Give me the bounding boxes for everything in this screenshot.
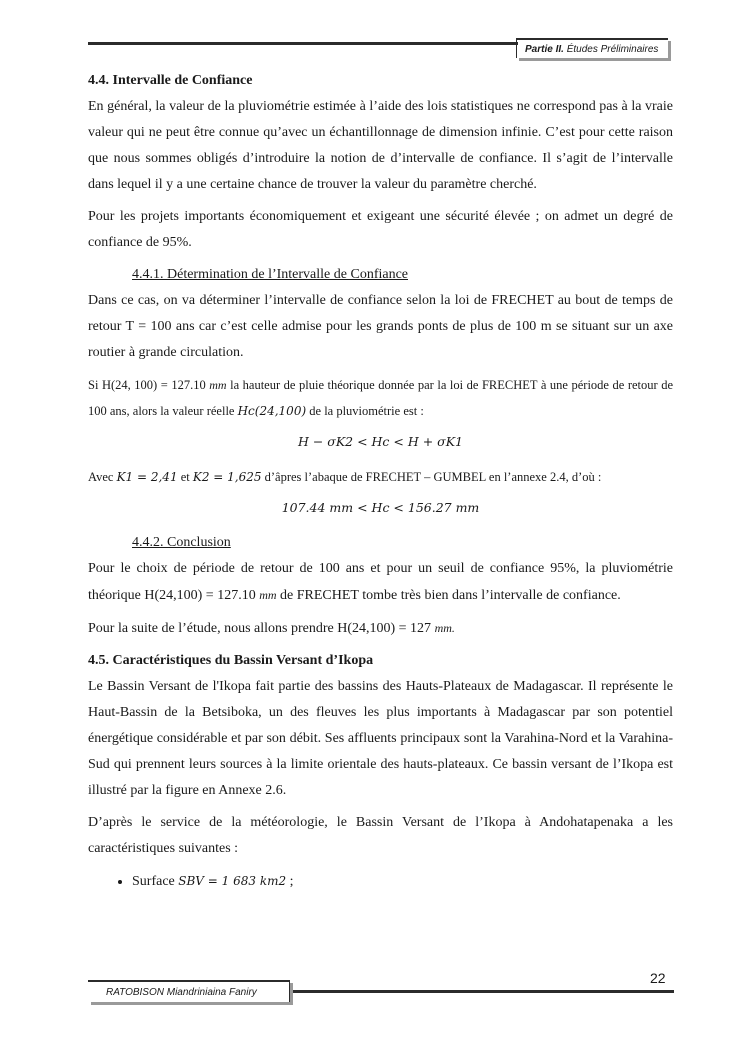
- k1-math: K1 = 2,41: [116, 470, 178, 484]
- section-4-5-paragraph-1: Le Bassin Versant de l'Ikopa fait partie des bassins des Hauts-Plateaux de Madagascar. Il représente le Haut-Bassin de la Betsiboka, un des fleuves les plus importants à Madagascar par son potentiel énergétique considérable et par son débit. Ses affluents principaux sont la Varahina-Nord et la Varahina-Sud qui prennent leurs sources à la limite orientale des hauts-plateaux. Ce bassin versant de l’Ikopa est illustré par la figure en Annexe 2.6.: [88, 679, 673, 798]
- surface-math: SBV = 1 683 km2: [178, 874, 287, 888]
- hc-math: Hc(24,100): [237, 404, 307, 418]
- equation-interval: H − σK2 < Hc < H + σK1: [297, 434, 464, 449]
- page-number: 22: [650, 970, 666, 986]
- subsection-4-4-1-paragraph-3: Avec K1 = 2,41 et K2 = 1,625 d’âpres l’abaque de FRECHET – GUMBEL en l’annexe 2.4, d’où :: [88, 470, 602, 484]
- header-rule: [88, 42, 518, 45]
- footer-rule: [290, 990, 674, 993]
- subsection-4-4-2-paragraph-2: Pour la suite de l’étude, nous allons prendre H(24,100) = 127 mm.: [88, 621, 455, 636]
- section-4-4-paragraph-2: Pour les projets importants économiquement et exigeant une sécurité élevée ; on admet un degré de confiance de 95%.: [88, 209, 673, 250]
- section-4-5-paragraph-2: D’après le service de la météorologie, le Bassin Versant de l’Ikopa à Andohatapenaka a les caractéristiques suivantes :: [88, 815, 673, 856]
- characteristics-list: [88, 868, 673, 895]
- footer-author: RATOBISON Miandriniaina Faniry: [88, 980, 290, 1002]
- k2-math: K2 = 1,625: [192, 470, 262, 484]
- section-4-5-title: 4.5. Caractéristiques du Bassin Versant d’Ikopa: [88, 653, 374, 668]
- subsection-4-4-2-paragraph-1: Pour le choix de période de retour de 100 ans et pour un seuil de confiance 95%, la pluviométrie théorique H(24,100) = 127.10 mm de FRECHET tombe très bien dans l’intervalle de confiance.: [88, 561, 673, 603]
- header-part-label: Partie II.: [525, 44, 564, 55]
- running-header: [516, 38, 668, 58]
- list-item: • Surface SBV = 1 683 km2 ;: [132, 868, 673, 895]
- section-4-4-paragraph-1: En général, la valeur de la pluviométrie estimée à l’aide des lois statistiques ne correspond pas à la vraie valeur qui ne peut être connue qu’avec un échantillonnage de dimension infinie. C’est pour cette raison que nous sommes obligés d’introduire la notion de d’intervalle de confiance. Il s’agit de l’intervalle dans lequel il y a une certaine chance de trouver la valeur du paramètre cherché.: [88, 99, 673, 192]
- subsection-4-4-1-paragraph-2: Si H(24, 100) = 127.10 mm la hauteur de pluie théorique donnée par la loi de FRECHET à une période de retour de 100 ans, alors la valeur réelle Hc(24,100) de la pluviométrie est :: [88, 378, 673, 418]
- header-part-title: Études Préliminaires: [566, 44, 659, 55]
- page-body: [88, 68, 673, 895]
- section-4-4-title: 4.4. Intervalle de Confiance: [88, 73, 253, 88]
- subsection-4-4-1-title: 4.4.1. Détermination de l’Intervalle de Confiance: [132, 267, 409, 282]
- equation-interval-values: 107.44 mm < Hc < 156.27 mm: [281, 500, 480, 515]
- subsection-4-4-1-paragraph-1: Dans ce cas, on va déterminer l’intervalle de confiance selon la loi de FRECHET au bout de temps de retour T = 100 ans car c’est celle admise pour les grands ponts de plus de 100 m se situant sur un axe routier à grande circulation.: [88, 293, 673, 360]
- subsection-4-4-2-title: 4.4.2. Conclusion: [132, 535, 231, 550]
